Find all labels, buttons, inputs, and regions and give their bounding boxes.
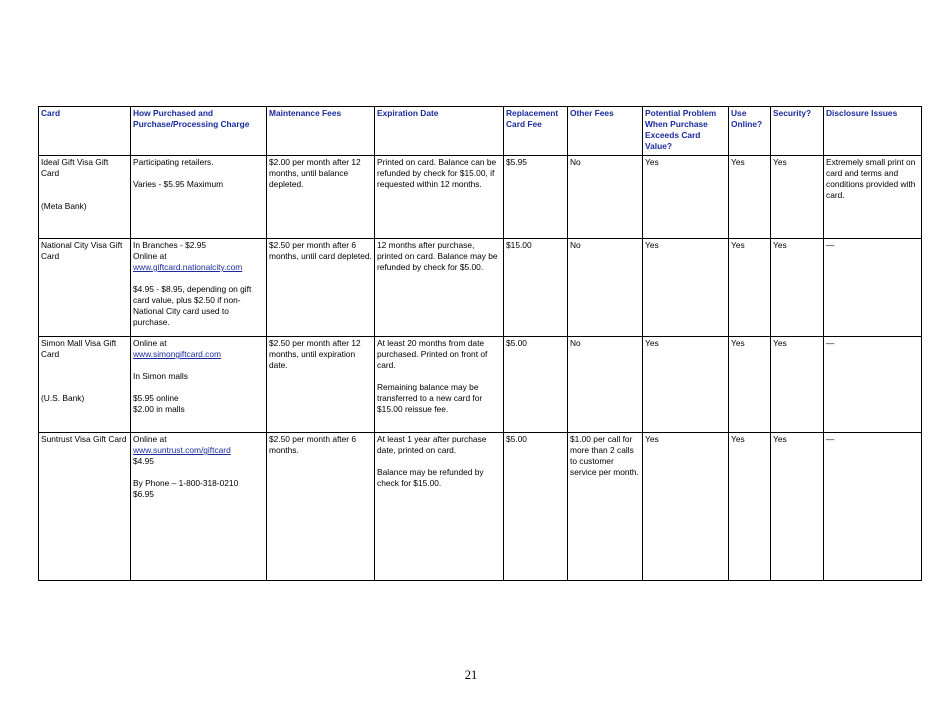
- table-row: [39, 337, 922, 433]
- purchase-info: $5.95 online: [133, 393, 179, 403]
- cell-card: [39, 156, 131, 239]
- cell-problem: Yes: [643, 156, 729, 239]
- purchase-info: $6.95: [133, 489, 154, 499]
- expiration-info: Printed on card. Balance can be refunded by check for $15.00, if requested within 12 months.: [377, 157, 497, 189]
- cell-problem: Yes: [643, 337, 729, 433]
- purchase-info: By Phone – 1-800-318-0210: [133, 478, 239, 488]
- cell-other-fees: No: [568, 239, 643, 337]
- simongiftcard-link[interactable]: www.simongiftcard.com: [133, 349, 221, 359]
- header-row: [39, 107, 922, 156]
- cell-expiration: [375, 433, 504, 581]
- cell-online: Yes: [729, 337, 771, 433]
- gift-card-table: [38, 106, 922, 581]
- page-number: 21: [464, 668, 478, 682]
- cell-online: Yes: [729, 433, 771, 581]
- cell-replacement: $15.00: [504, 239, 568, 337]
- cell-online: Yes: [729, 156, 771, 239]
- card-name: Ideal Gift Visa Gift Card: [41, 157, 109, 178]
- expiration-info: Remaining balance may be transferred to a new card for $15.00 reissue fee.: [377, 382, 483, 414]
- cell-problem: Yes: [643, 433, 729, 581]
- table-row: [39, 156, 922, 239]
- expiration-info: 12 months after purchase, printed on card. Balance may be refunded by check for $5.00.: [377, 240, 498, 272]
- cell-replacement: $5.00: [504, 433, 568, 581]
- cell-expiration: [375, 239, 504, 337]
- purchase-info: Online at: [133, 434, 167, 444]
- expiration-info: At least 1 year after purchase date, printed on card.: [377, 434, 487, 455]
- cell-maintenance: $2.50 per month after 12 months, until expiration date.: [267, 337, 375, 433]
- cell-disclosure: —: [824, 337, 922, 433]
- purchase-info: In Branches - $2.95: [133, 240, 207, 250]
- header-use-online: Use Online?: [729, 107, 771, 156]
- expiration-info: Balance may be refunded by check for $15.00.: [377, 467, 484, 488]
- cell-replacement: $5.00: [504, 337, 568, 433]
- card-name: Simon Mall Visa Gift Card: [41, 338, 117, 359]
- suntrust-link[interactable]: www.suntrust.com/giftcard: [133, 445, 231, 455]
- cell-disclosure: —: [824, 433, 922, 581]
- cell-online: Yes: [729, 239, 771, 337]
- purchase-info: $4.95: [133, 456, 154, 466]
- cell-replacement: $5.95: [504, 156, 568, 239]
- cell-card: [39, 433, 131, 581]
- cell-purchase: [131, 337, 267, 433]
- cell-security: Yes: [771, 239, 824, 337]
- cell-security: Yes: [771, 337, 824, 433]
- cell-other-fees: No: [568, 337, 643, 433]
- header-how-purchased: How Purchased and Purchase/Processing Charge: [131, 107, 267, 156]
- cell-other-fees: $1.00 per call for more than 2 calls to customer service per month.: [568, 433, 643, 581]
- cell-expiration: [375, 337, 504, 433]
- cell-problem: Yes: [643, 239, 729, 337]
- cell-maintenance: $2.50 per month after 6 months, until card depleted.: [267, 239, 375, 337]
- cell-purchase: [131, 433, 267, 581]
- header-expiration-date: Expiration Date: [375, 107, 504, 156]
- purchase-info: Online at: [133, 338, 167, 348]
- card-issuer: (Meta Bank): [41, 201, 87, 211]
- cell-maintenance: $2.50 per month after 6 months.: [267, 433, 375, 581]
- purchase-info: $2.00 in malls: [133, 404, 185, 414]
- table-row: [39, 433, 922, 581]
- header-maintenance-fees: Maintenance Fees: [267, 107, 375, 156]
- card-issuer: (U.S. Bank): [41, 393, 85, 403]
- cell-security: Yes: [771, 433, 824, 581]
- cell-disclosure: Extremely small print on card and terms and conditions provided with card.: [824, 156, 922, 239]
- purchase-info: In Simon malls: [133, 371, 188, 381]
- card-name: National City Visa Gift Card: [41, 240, 123, 261]
- purchase-info: Varies - $5.95 Maximum: [133, 179, 224, 189]
- purchase-info: $4.95 - $8.95, depending on gift card value, plus $2.50 if non-National City card used to purchase.: [133, 284, 252, 327]
- purchase-info: Participating retailers.: [133, 157, 214, 167]
- header-card: Card: [39, 107, 131, 156]
- purchase-info: Online at: [133, 251, 167, 261]
- card-name: Suntrust Visa Gift Card: [41, 434, 127, 444]
- header-potential-problem: Potential Problem When Purchase Exceeds Card Value?: [643, 107, 729, 156]
- header-replacement-fee: Replacement Card Fee: [504, 107, 568, 156]
- cell-disclosure: —: [824, 239, 922, 337]
- cell-purchase: [131, 239, 267, 337]
- giftcard-link[interactable]: www.giftcard.nationalcity.com: [133, 262, 243, 272]
- cell-other-fees: No: [568, 156, 643, 239]
- header-disclosure-issues: Disclosure Issues: [824, 107, 922, 156]
- cell-maintenance: $2.00 per month after 12 months, until balance depleted.: [267, 156, 375, 239]
- expiration-info: At least 20 months from date purchased. Printed on front of card.: [377, 338, 488, 370]
- cell-card: [39, 239, 131, 337]
- cell-card: [39, 337, 131, 433]
- header-other-fees: Other Fees: [568, 107, 643, 156]
- cell-security: Yes: [771, 156, 824, 239]
- header-security: Security?: [771, 107, 824, 156]
- table-row: [39, 239, 922, 337]
- cell-purchase: [131, 156, 267, 239]
- cell-expiration: [375, 156, 504, 239]
